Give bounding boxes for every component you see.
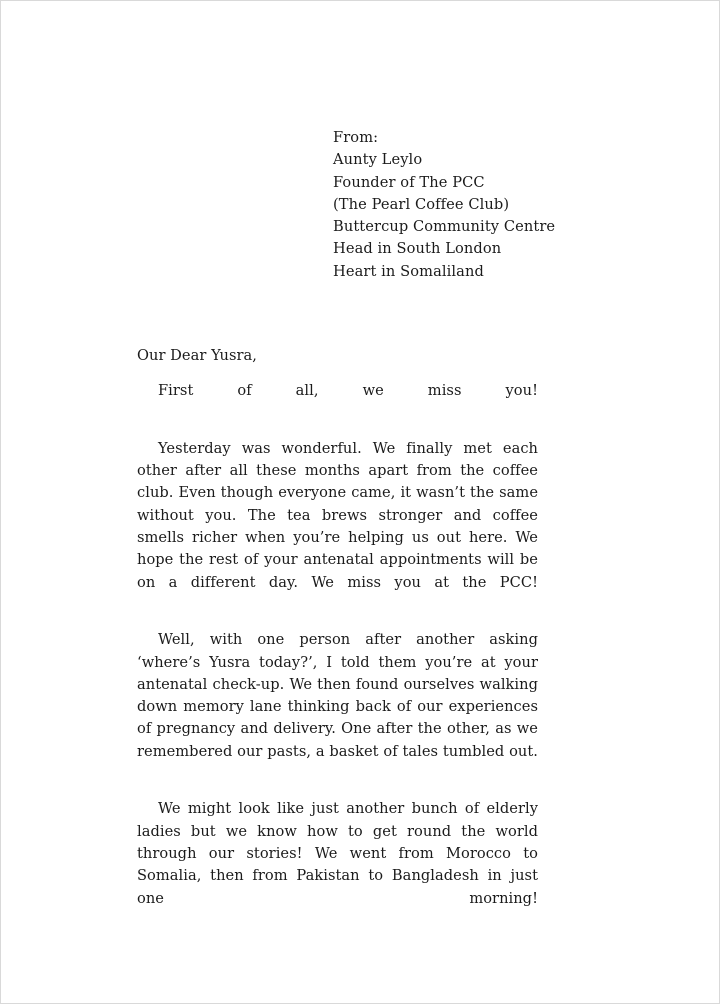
paragraph-2: Yesterday was wonderful. We finally met each other after all these months apart from the coffee club. Even though everyone came, it wasn’t the same without you. The tea brews stronger and coffee smells richer when you’re helping us out here. We hope the rest of your antenatal appointments will be on a different day. We miss you at the PCC! xyxy=(137,439,538,591)
letter-body xyxy=(137,345,538,932)
sender-line-name: Aunty Leylo xyxy=(333,151,423,169)
sender-line-org: (The Pearl Coffee Club) xyxy=(333,195,510,213)
salutation: Our Dear Yusra, xyxy=(137,347,257,364)
paragraph-3: Well, with one person after another asking ‘where’s Yusra today?’, I told them you’re at your antenatal check-up. We then found ourselves walking down memory lane thinking back of our experiences of pregnancy and delivery. One after the other, as we remembered our pasts, a basket of tales tumbled out. xyxy=(137,631,538,760)
sender-line-heart: Heart in Somaliland xyxy=(333,262,484,280)
sender-line-from: From: xyxy=(333,129,379,146)
paragraph-4: We might look like just another bunch of elderly ladies but we know how to get round the world through our stories! We went from Morocco to Somalia, then from Pakistan to Bangladesh in just one morning! xyxy=(137,800,538,907)
sender-address-block xyxy=(333,127,633,283)
sender-line-location: Head in South London xyxy=(333,240,502,258)
paragraph-1: First of all, we miss you! xyxy=(158,382,538,400)
sender-line-venue: Buttercup Community Centre xyxy=(333,218,556,236)
sender-line-role: Founder of The PCC xyxy=(333,173,485,191)
